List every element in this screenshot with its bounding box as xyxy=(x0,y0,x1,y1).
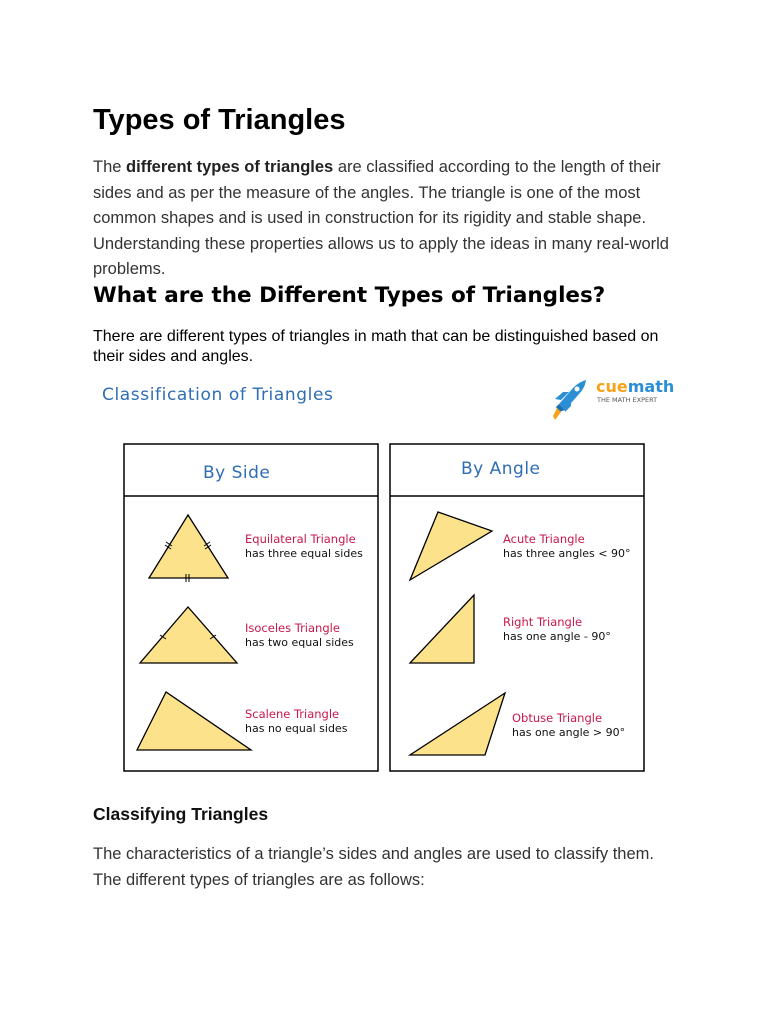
acute-name: Acute Triangle xyxy=(503,532,585,546)
right-desc: has one angle - 90° xyxy=(503,630,611,643)
equilateral-name: Equilateral Triangle xyxy=(245,532,356,546)
intro-bold-term: different types of triangles xyxy=(126,158,334,176)
sub-paragraph: The characteristics of a triangle’s sides and angles are used to classify them. The different types of triangles are as follows: xyxy=(93,845,654,889)
page-title: Types of Triangles xyxy=(93,104,346,136)
intro-paragraph xyxy=(93,155,683,283)
brand-part-cue: cue xyxy=(596,377,628,396)
section-paragraph: There are different types of triangles in math that can be distinguished based on their sides and angles. xyxy=(93,328,659,365)
scalene-name: Scalene Triangle xyxy=(245,707,340,721)
acute-desc: has three angles < 90° xyxy=(503,547,631,560)
cuemath-logo xyxy=(553,377,674,420)
equilateral-desc: has three equal sides xyxy=(245,547,363,560)
cuemath-tagline: THE MATH EXPERT xyxy=(597,396,658,404)
by-side-heading: By Side xyxy=(203,463,271,483)
figure-title: Classification of Triangles xyxy=(102,385,334,405)
rocket-icon xyxy=(553,380,586,420)
intro-prefix: The xyxy=(93,158,127,176)
by-angle-panel xyxy=(390,444,644,771)
cuemath-wordmark xyxy=(596,377,674,396)
by-angle-heading: By Angle xyxy=(461,459,541,479)
scalene-desc: has no equal sides xyxy=(245,722,348,735)
by-side-panel xyxy=(124,444,378,771)
classification-figure xyxy=(93,370,693,790)
subheading: Classifying Triangles xyxy=(93,804,269,824)
obtuse-name: Obtuse Triangle xyxy=(512,711,603,725)
obtuse-desc: has one angle > 90° xyxy=(512,726,626,739)
intro-suffix: are classified according to the length of their sides and as per the measure of the angles. The triangle is one of the most common shapes and is used in construction for its rigidity and stable shape. Understanding these properties allows us to apply the ideas in many real-world problems. xyxy=(93,158,669,278)
brand-part-math: math xyxy=(627,377,675,396)
isoceles-desc: has two equal sides xyxy=(245,636,354,649)
right-name: Right Triangle xyxy=(503,615,583,629)
section-heading: What are the Different Types of Triangles? xyxy=(93,283,606,308)
isoceles-name: Isoceles Triangle xyxy=(245,621,340,635)
